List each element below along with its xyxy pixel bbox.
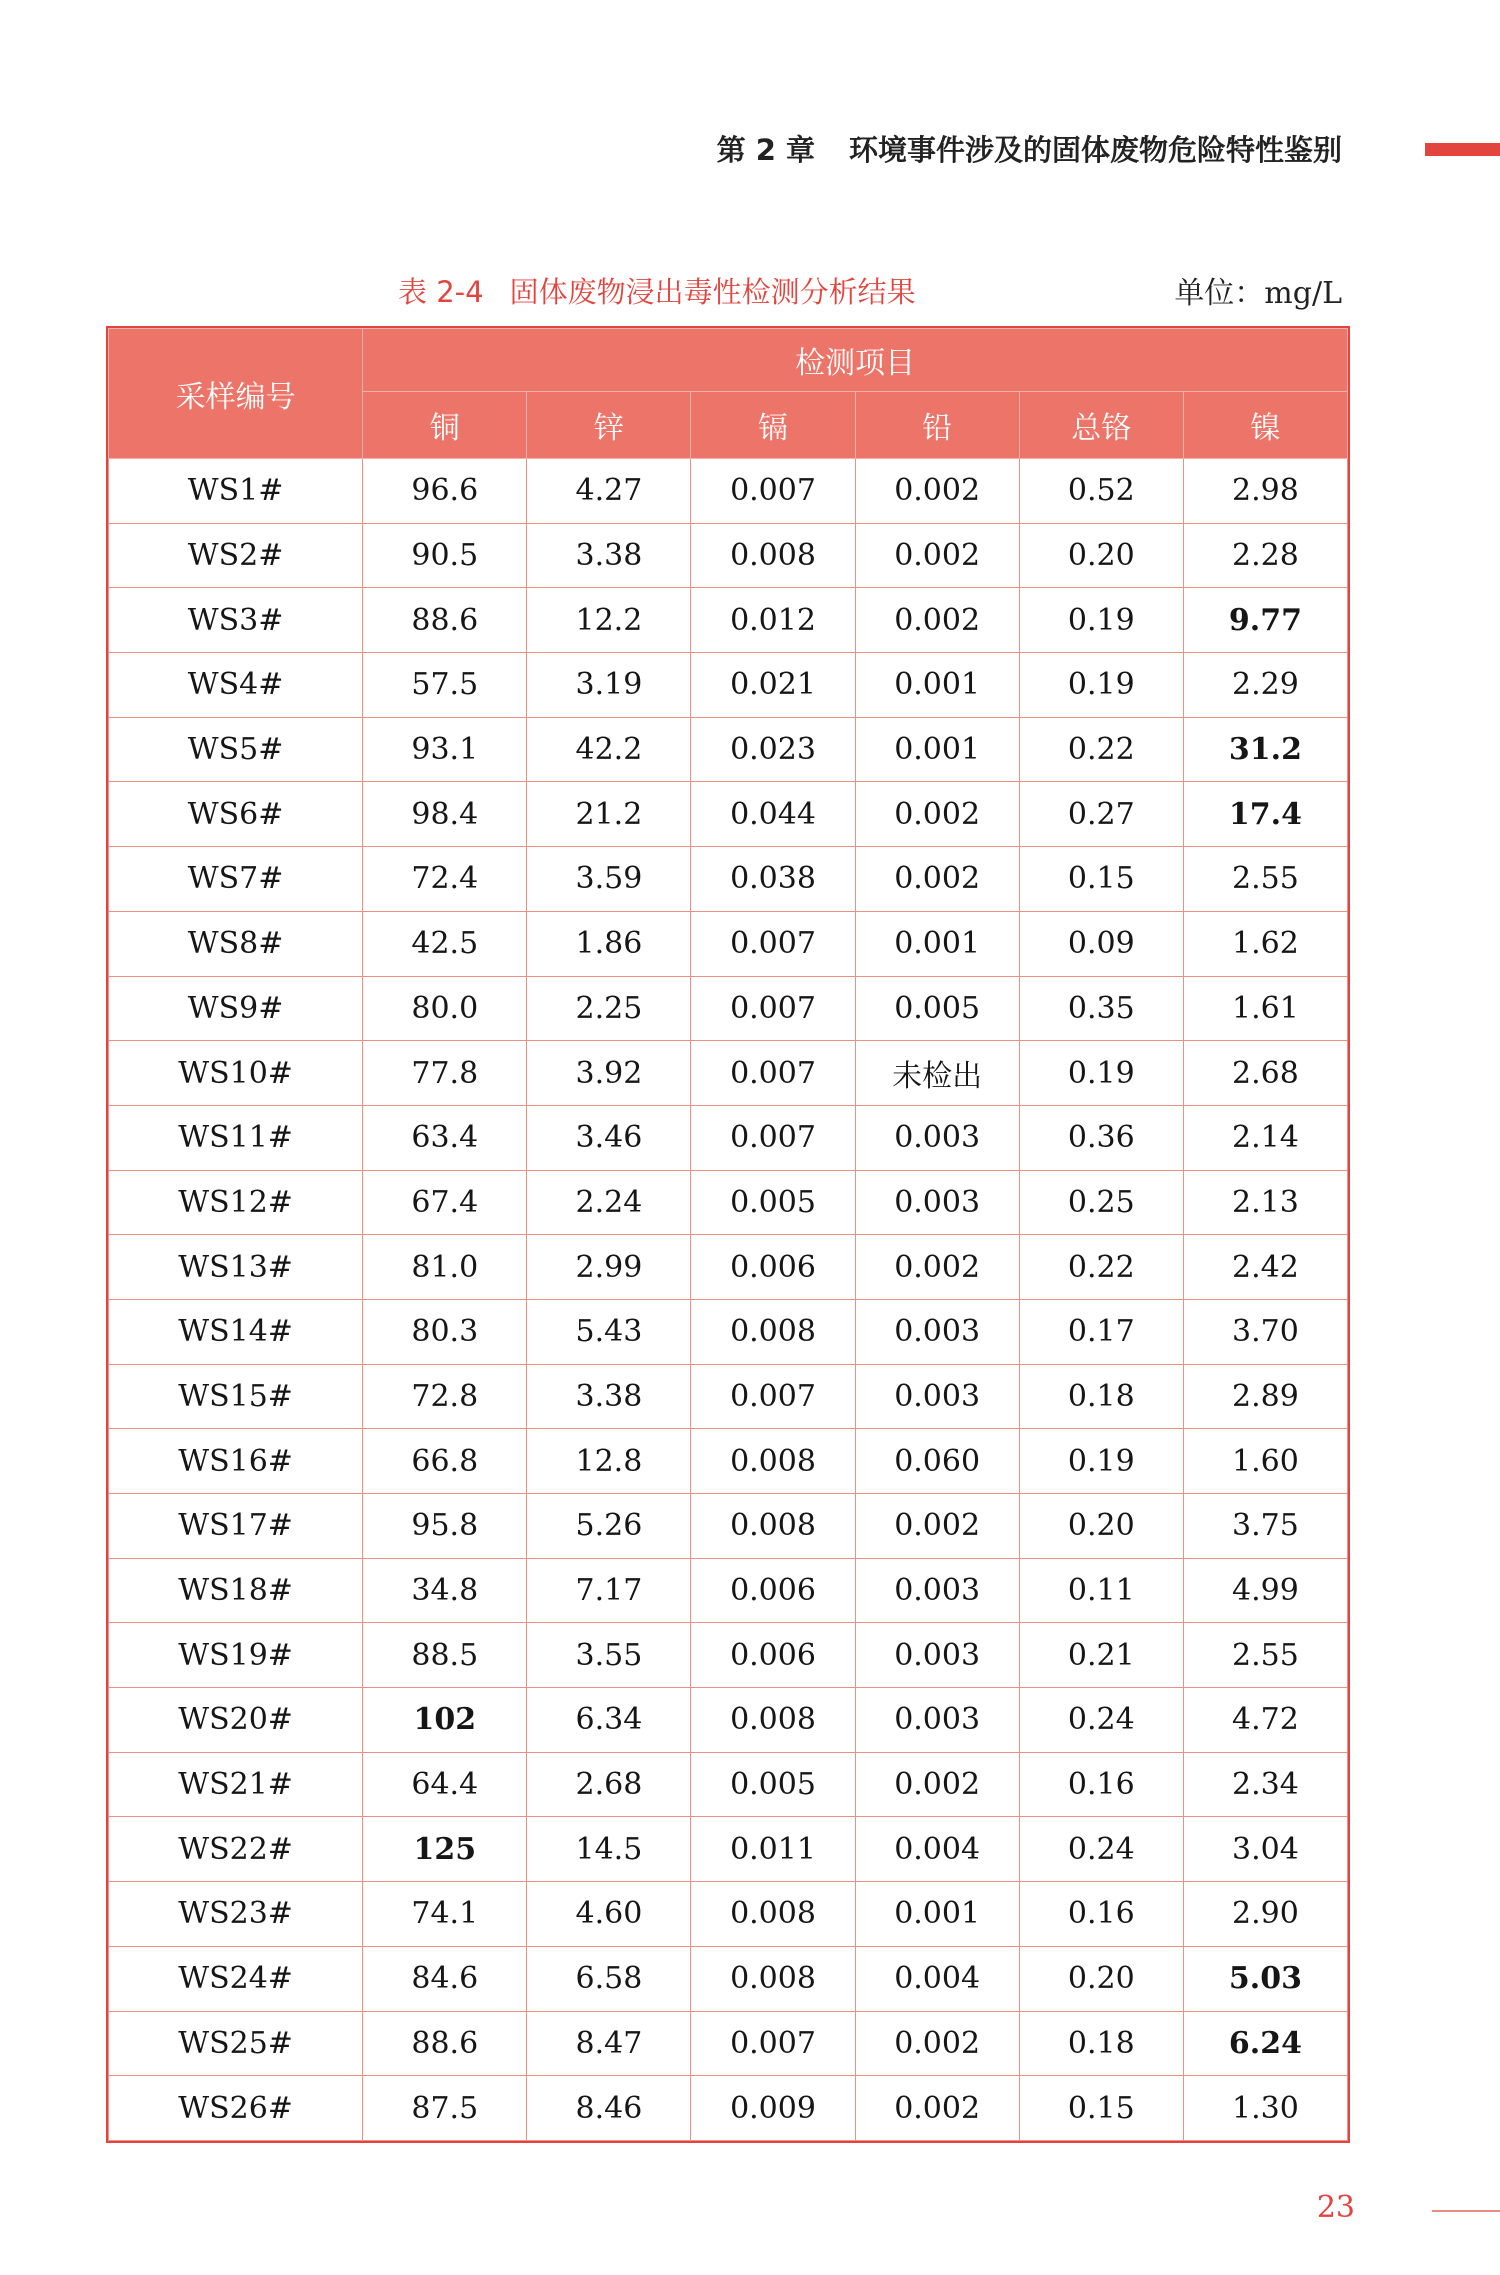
value-cell: 0.001 xyxy=(855,911,1019,976)
value-cell: 3.38 xyxy=(527,523,691,588)
sample-id-cell: WS7# xyxy=(109,847,363,912)
value-cell: 0.003 xyxy=(855,1105,1019,1170)
sample-id-cell: WS3# xyxy=(109,588,363,653)
value-cell: 0.15 xyxy=(1019,847,1183,912)
value-cell: 0.003 xyxy=(855,1170,1019,1235)
value-cell: 3.75 xyxy=(1183,1494,1347,1559)
sample-id-cell: WS1# xyxy=(109,459,363,524)
value-cell: 0.001 xyxy=(855,1882,1019,1947)
value-cell: 0.24 xyxy=(1019,1688,1183,1753)
value-cell: 4.27 xyxy=(527,459,691,524)
value-cell: 0.24 xyxy=(1019,1817,1183,1882)
value-cell: 0.002 xyxy=(855,847,1019,912)
value-cell: 2.13 xyxy=(1183,1170,1347,1235)
value-cell: 3.19 xyxy=(527,653,691,718)
value-cell: 2.89 xyxy=(1183,1364,1347,1429)
value-cell: 0.005 xyxy=(691,1170,855,1235)
running-header xyxy=(0,128,1342,169)
value-cell: 0.044 xyxy=(691,782,855,847)
table-row xyxy=(109,1170,1348,1235)
value-cell: 6.34 xyxy=(527,1688,691,1753)
value-cell: 3.46 xyxy=(527,1105,691,1170)
value-cell: 0.007 xyxy=(691,911,855,976)
value-cell: 0.19 xyxy=(1019,1041,1183,1106)
value-cell: 0.22 xyxy=(1019,717,1183,782)
value-cell: 4.60 xyxy=(527,1882,691,1947)
table-row xyxy=(109,1882,1348,1947)
table-row xyxy=(109,1623,1348,1688)
sample-id-cell: WS12# xyxy=(109,1170,363,1235)
value-cell: 72.8 xyxy=(363,1364,527,1429)
sample-id-cell: WS23# xyxy=(109,1882,363,1947)
column-header-nickel: 镍 xyxy=(1183,392,1347,459)
table-row xyxy=(109,1558,1348,1623)
value-cell: 0.20 xyxy=(1019,1946,1183,2011)
value-cell: 8.47 xyxy=(527,2011,691,2076)
sample-id-cell: WS20# xyxy=(109,1688,363,1753)
value-cell: 0.006 xyxy=(691,1623,855,1688)
value-cell: 0.008 xyxy=(691,1299,855,1364)
table-row xyxy=(109,459,1348,524)
value-cell: 2.28 xyxy=(1183,523,1347,588)
value-cell: 0.002 xyxy=(855,782,1019,847)
sample-id-cell: WS5# xyxy=(109,717,363,782)
value-cell: 80.0 xyxy=(363,976,527,1041)
value-cell: 0.002 xyxy=(855,523,1019,588)
value-cell: 3.04 xyxy=(1183,1817,1347,1882)
value-cell: 0.008 xyxy=(691,1494,855,1559)
value-cell: 102 xyxy=(363,1688,527,1753)
sample-id-cell: WS25# xyxy=(109,2011,363,2076)
sample-id-cell: WS10# xyxy=(109,1041,363,1106)
sample-id-cell: WS8# xyxy=(109,911,363,976)
value-cell: 2.34 xyxy=(1183,1752,1347,1817)
value-cell: 0.11 xyxy=(1019,1558,1183,1623)
value-cell: 0.003 xyxy=(855,1299,1019,1364)
value-cell: 0.009 xyxy=(691,2076,855,2141)
value-cell: 0.060 xyxy=(855,1429,1019,1494)
value-cell: 3.92 xyxy=(527,1041,691,1106)
sample-id-cell: WS15# xyxy=(109,1364,363,1429)
value-cell: 2.29 xyxy=(1183,653,1347,718)
table-row xyxy=(109,2011,1348,2076)
value-cell: 0.35 xyxy=(1019,976,1183,1041)
value-cell: 87.5 xyxy=(363,2076,527,2141)
value-cell: 0.023 xyxy=(691,717,855,782)
sample-id-cell: WS14# xyxy=(109,1299,363,1364)
value-cell: 125 xyxy=(363,1817,527,1882)
value-cell: 0.012 xyxy=(691,588,855,653)
value-cell: 0.18 xyxy=(1019,1364,1183,1429)
value-cell: 0.007 xyxy=(691,1105,855,1170)
value-cell: 2.68 xyxy=(1183,1041,1347,1106)
value-cell: 0.001 xyxy=(855,717,1019,782)
value-cell: 1.60 xyxy=(1183,1429,1347,1494)
table-row xyxy=(109,782,1348,847)
value-cell: 84.6 xyxy=(363,1946,527,2011)
value-cell: 1.86 xyxy=(527,911,691,976)
value-cell: 3.55 xyxy=(527,1623,691,1688)
table-row xyxy=(109,1364,1348,1429)
value-cell: 95.8 xyxy=(363,1494,527,1559)
value-cell: 2.99 xyxy=(527,1235,691,1300)
value-cell: 12.8 xyxy=(527,1429,691,1494)
table-row xyxy=(109,1041,1348,1106)
value-cell: 5.26 xyxy=(527,1494,691,1559)
value-cell: 0.005 xyxy=(855,976,1019,1041)
value-cell: 72.4 xyxy=(363,847,527,912)
table-row xyxy=(109,976,1348,1041)
value-cell: 0.09 xyxy=(1019,911,1183,976)
value-cell: 0.021 xyxy=(691,653,855,718)
sample-id-cell: WS24# xyxy=(109,1946,363,2011)
value-cell: 2.24 xyxy=(527,1170,691,1235)
value-cell: 0.002 xyxy=(855,1494,1019,1559)
footer-rule xyxy=(1432,2210,1500,2212)
column-header-cadmium: 镉 xyxy=(691,392,855,459)
sample-id-cell: WS4# xyxy=(109,653,363,718)
column-header-total-chromium: 总铬 xyxy=(1019,392,1183,459)
value-cell: 0.003 xyxy=(855,1623,1019,1688)
value-cell: 2.14 xyxy=(1183,1105,1347,1170)
value-cell: 0.22 xyxy=(1019,1235,1183,1300)
value-cell: 0.15 xyxy=(1019,2076,1183,2141)
value-cell: 57.5 xyxy=(363,653,527,718)
chapter-number: 第 2 章 xyxy=(716,133,815,167)
value-cell: 88.5 xyxy=(363,1623,527,1688)
table-caption xyxy=(398,270,916,311)
leaching-toxicity-table xyxy=(108,328,1348,2141)
table-row xyxy=(109,653,1348,718)
value-cell: 0.006 xyxy=(691,1558,855,1623)
value-cell: 31.2 xyxy=(1183,717,1347,782)
sample-id-cell: WS2# xyxy=(109,523,363,588)
value-cell: 0.007 xyxy=(691,976,855,1041)
column-header-copper: 铜 xyxy=(363,392,527,459)
value-cell: 0.002 xyxy=(855,1235,1019,1300)
value-cell: 1.62 xyxy=(1183,911,1347,976)
table-title: 固体废物浸出毒性检测分析结果 xyxy=(509,275,916,309)
value-cell: 0.007 xyxy=(691,1364,855,1429)
value-cell: 0.007 xyxy=(691,459,855,524)
value-cell: 0.011 xyxy=(691,1817,855,1882)
value-cell: 0.008 xyxy=(691,1882,855,1947)
value-cell: 14.5 xyxy=(527,1817,691,1882)
value-cell: 12.2 xyxy=(527,588,691,653)
value-cell: 67.4 xyxy=(363,1170,527,1235)
sample-id-cell: WS22# xyxy=(109,1817,363,1882)
sample-id-cell: WS18# xyxy=(109,1558,363,1623)
value-cell: 2.68 xyxy=(527,1752,691,1817)
value-cell: 42.2 xyxy=(527,717,691,782)
value-cell: 0.003 xyxy=(855,1364,1019,1429)
value-cell: 0.002 xyxy=(855,2076,1019,2141)
value-cell: 9.77 xyxy=(1183,588,1347,653)
value-cell: 0.18 xyxy=(1019,2011,1183,2076)
sample-id-cell: WS26# xyxy=(109,2076,363,2141)
value-cell: 4.99 xyxy=(1183,1558,1347,1623)
value-cell: 80.3 xyxy=(363,1299,527,1364)
table-row xyxy=(109,588,1348,653)
sample-id-cell: WS17# xyxy=(109,1494,363,1559)
value-cell: 0.008 xyxy=(691,1429,855,1494)
value-cell: 1.30 xyxy=(1183,2076,1347,2141)
value-cell: 2.55 xyxy=(1183,1623,1347,1688)
value-cell: 0.16 xyxy=(1019,1882,1183,1947)
value-cell: 0.002 xyxy=(855,1752,1019,1817)
value-cell: 6.24 xyxy=(1183,2011,1347,2076)
sample-id-cell: WS16# xyxy=(109,1429,363,1494)
value-cell: 0.16 xyxy=(1019,1752,1183,1817)
page-number: 23 xyxy=(1316,2190,1355,2225)
value-cell: 0.003 xyxy=(855,1558,1019,1623)
value-cell: 98.4 xyxy=(363,782,527,847)
value-cell: 0.52 xyxy=(1019,459,1183,524)
table-row xyxy=(109,1494,1348,1559)
sample-id-cell: WS13# xyxy=(109,1235,363,1300)
table-row xyxy=(109,847,1348,912)
value-cell: 17.4 xyxy=(1183,782,1347,847)
value-cell: 0.008 xyxy=(691,1688,855,1753)
column-header-lead: 铅 xyxy=(855,392,1019,459)
value-cell: 0.005 xyxy=(691,1752,855,1817)
table-row xyxy=(109,911,1348,976)
value-cell: 0.003 xyxy=(855,1688,1019,1753)
value-cell: 0.004 xyxy=(855,1946,1019,2011)
value-cell: 63.4 xyxy=(363,1105,527,1170)
value-cell: 88.6 xyxy=(363,2011,527,2076)
value-cell: 0.007 xyxy=(691,1041,855,1106)
value-cell: 34.8 xyxy=(363,1558,527,1623)
value-cell: 5.43 xyxy=(527,1299,691,1364)
column-header-zinc: 锌 xyxy=(527,392,691,459)
table-row xyxy=(109,1946,1348,2011)
value-cell: 96.6 xyxy=(363,459,527,524)
value-cell: 0.002 xyxy=(855,2011,1019,2076)
table-row xyxy=(109,1235,1348,1300)
sample-id-cell: WS9# xyxy=(109,976,363,1041)
table-row xyxy=(109,1752,1348,1817)
value-cell: 93.1 xyxy=(363,717,527,782)
value-cell: 0.21 xyxy=(1019,1623,1183,1688)
value-cell: 3.70 xyxy=(1183,1299,1347,1364)
value-cell: 2.25 xyxy=(527,976,691,1041)
value-cell: 0.008 xyxy=(691,523,855,588)
sample-id-cell: WS19# xyxy=(109,1623,363,1688)
value-cell: 88.6 xyxy=(363,588,527,653)
value-cell: 0.008 xyxy=(691,1946,855,2011)
header-accent-bar xyxy=(1425,143,1500,156)
value-cell: 66.8 xyxy=(363,1429,527,1494)
data-table-container xyxy=(106,326,1350,2143)
value-cell: 2.55 xyxy=(1183,847,1347,912)
table-label: 表 2-4 xyxy=(398,275,484,309)
value-cell: 8.46 xyxy=(527,2076,691,2141)
sample-id-cell: WS11# xyxy=(109,1105,363,1170)
sample-id-cell: WS6# xyxy=(109,782,363,847)
value-cell: 0.038 xyxy=(691,847,855,912)
test-items-header: 检测项目 xyxy=(363,329,1348,392)
value-cell: 0.19 xyxy=(1019,1429,1183,1494)
value-cell: 0.20 xyxy=(1019,1494,1183,1559)
value-cell: 0.27 xyxy=(1019,782,1183,847)
table-unit: 单位：mg/L xyxy=(1174,276,1342,311)
table-body xyxy=(109,459,1348,2141)
value-cell: 2.42 xyxy=(1183,1235,1347,1300)
value-cell: 64.4 xyxy=(363,1752,527,1817)
value-cell: 4.72 xyxy=(1183,1688,1347,1753)
value-cell: 81.0 xyxy=(363,1235,527,1300)
value-cell: 21.2 xyxy=(527,782,691,847)
value-cell: 0.25 xyxy=(1019,1170,1183,1235)
table-row xyxy=(109,2076,1348,2141)
table-row xyxy=(109,1299,1348,1364)
value-cell: 0.004 xyxy=(855,1817,1019,1882)
value-cell: 3.59 xyxy=(527,847,691,912)
value-cell: 0.001 xyxy=(855,653,1019,718)
value-cell: 0.007 xyxy=(691,2011,855,2076)
value-cell: 74.1 xyxy=(363,1882,527,1947)
value-cell: 0.19 xyxy=(1019,653,1183,718)
value-cell: 0.17 xyxy=(1019,1299,1183,1364)
value-cell: 42.5 xyxy=(363,911,527,976)
value-cell: 3.38 xyxy=(527,1364,691,1429)
sample-id-header: 采样编号 xyxy=(109,329,363,459)
table-row xyxy=(109,1429,1348,1494)
table-row xyxy=(109,1688,1348,1753)
table-row xyxy=(109,717,1348,782)
value-cell: 2.98 xyxy=(1183,459,1347,524)
value-cell: 5.03 xyxy=(1183,1946,1347,2011)
value-cell: 0.006 xyxy=(691,1235,855,1300)
value-cell: 7.17 xyxy=(527,1558,691,1623)
value-cell: 0.36 xyxy=(1019,1105,1183,1170)
table-row xyxy=(109,1817,1348,1882)
value-cell: 0.002 xyxy=(855,459,1019,524)
value-cell: 90.5 xyxy=(363,523,527,588)
chapter-title: 环境事件涉及的固体废物危险特性鉴别 xyxy=(848,133,1342,167)
value-cell: 0.19 xyxy=(1019,588,1183,653)
value-cell: 0.20 xyxy=(1019,523,1183,588)
value-cell: 6.58 xyxy=(527,1946,691,2011)
value-cell: 77.8 xyxy=(363,1041,527,1106)
table-row xyxy=(109,523,1348,588)
value-cell: 1.61 xyxy=(1183,976,1347,1041)
value-cell: 0.002 xyxy=(855,588,1019,653)
sample-id-cell: WS21# xyxy=(109,1752,363,1817)
value-cell: 未检出 xyxy=(855,1041,1019,1106)
value-cell: 2.90 xyxy=(1183,1882,1347,1947)
table-row xyxy=(109,1105,1348,1170)
